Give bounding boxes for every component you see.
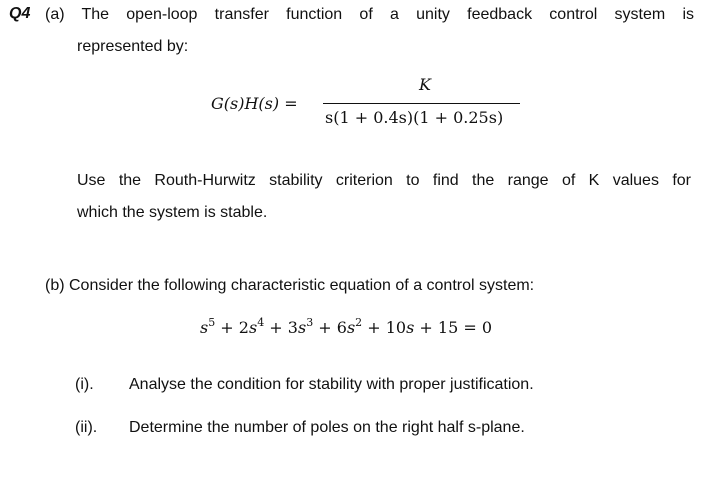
sub-question-ii-label: (ii). [75, 419, 98, 436]
part-b-intro: (b) Consider the following characteristic equation of a control system: [45, 277, 535, 294]
part-a-instruction-line1: Use the Routh-Hurwitz stability criterion to find the range of K values for [77, 172, 691, 189]
equation-lhs: G(s)H(s) = [211, 94, 298, 113]
fraction-bar [323, 103, 520, 104]
equation-numerator: K [419, 75, 431, 94]
question-number: Q4 [9, 5, 31, 22]
sub-question-i-label: (i). [75, 376, 94, 393]
sub-question-ii-text: Determine the number of poles on the right half s-plane. [129, 419, 525, 436]
part-a-instruction-line2: which the system is stable. [77, 204, 268, 221]
part-a-intro-line1: (a) The open-loop transfer function of a unity feedback control system is [45, 6, 694, 23]
part-a-intro-line2: represented by: [77, 38, 189, 55]
sub-question-i-text: Analyse the condition for stability with proper justification. [129, 376, 534, 393]
equation-denominator: s(1 + 0.4s)(1 + 0.25s) [325, 108, 504, 127]
characteristic-equation: $s^5 + 2s^4 + 3s^3 + 6s^2 + 10s + 15 = 0$ [200, 316, 493, 337]
